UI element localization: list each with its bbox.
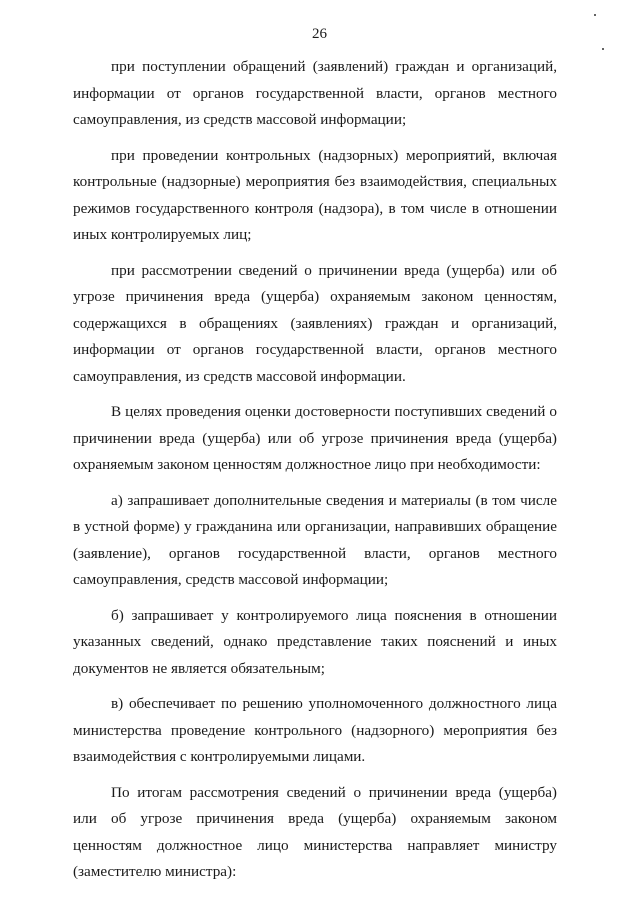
- scan-speck: [594, 14, 596, 16]
- paragraph: при проведении контрольных (надзорных) мероприятий, включая контрольные (надзорные) мероприятия без взаимодействия, специальных режимов государственного контроля (надзора), в том числе в отношении иных контролируемых лиц;: [73, 146, 557, 243]
- paragraph: при поступлении обращений (заявлений) граждан и организаций, информации от органов государственной власти, органов местного самоуправления, из средств массовой информации;: [73, 58, 557, 128]
- paragraph: По итогам рассмотрения сведений о причинении вреда (ущерба) или об угрозе причинения вреда (ущерба) охраняемым законом ценностям должностное лицо министерства направляет министру (заместителю министра):: [73, 783, 557, 880]
- page-number: 26: [312, 26, 327, 42]
- paragraph: в) обеспечивает по решению уполномоченного должностного лица министерства проведение контрольного (надзорного) мероприятия без взаимодействия с контролируемыми лицами.: [73, 695, 557, 765]
- paragraph: при рассмотрении сведений о причинении вреда (ущерба) или об угрозе причинения вреда (ущерба) охраняемым законом ценностям, содержащихся в обращениях (заявлениях) граждан и организаций, информации от органов государственной власти, органов местного самоуправления, из средств массовой информации.: [73, 261, 557, 385]
- paragraph: б) запрашивает у контролируемого лица пояснения в отношении указанных сведений, однако представление таких пояснений и иных документов не является обязательным;: [73, 606, 557, 677]
- paragraph: а) запрашивает дополнительные сведения и материалы (в том числе в устной форме) у гражданина или организации, направивших обращение (заявление), органов государственной власти, органов местного самоуправления, средств массовой информации;: [73, 491, 557, 588]
- paragraph: В целях проведения оценки достоверности поступивших сведений о причинении вреда (ущерба) или об угрозе причинения вреда (ущерба) охраняемым законом ценностям должностное лицо при необходимости:: [73, 403, 557, 473]
- scan-speck: [602, 48, 604, 50]
- document-body: [73, 54, 557, 895]
